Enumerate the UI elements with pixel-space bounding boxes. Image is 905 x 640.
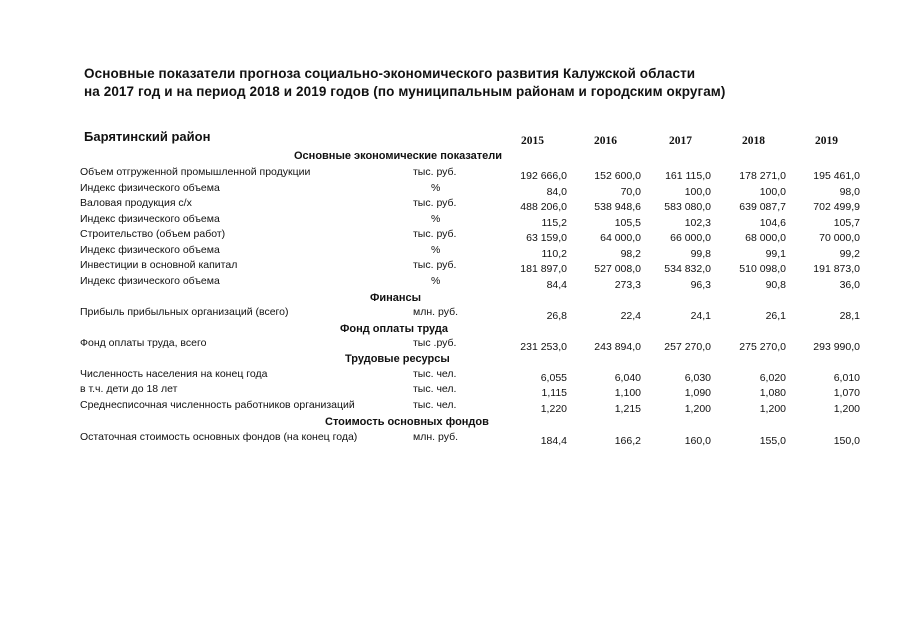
value-cell-2018: 1,200 [759,403,786,415]
value-cell-2017: 6,030 [684,372,711,384]
row-label: Индекс физического объема [80,213,220,225]
value-cell-2015: 26,8 [546,310,567,322]
year-header-2019: 2019 [815,135,838,147]
value-cell-2017: 66 000,0 [670,232,711,244]
value-cell-2015: 488 206,0 [520,201,567,213]
value-cell-2016: 98,2 [620,248,641,260]
value-cell-2016: 1,215 [614,403,641,415]
row-unit: тыс. чел. [413,383,457,395]
value-cell-2017: 583 080,0 [664,201,711,213]
row-unit: тыс. руб. [413,197,457,209]
row-unit: тыс. чел. [413,368,457,380]
value-cell-2015: 84,4 [546,279,567,291]
section-economic: Основные экономические показатели [294,150,503,162]
value-cell-2016: 538 948,6 [594,201,641,213]
value-cell-2016: 22,4 [620,310,641,322]
row-unit: тыс. руб. [413,166,457,178]
value-cell-2018: 68 000,0 [745,232,786,244]
value-cell-2019: 293 990,0 [813,341,860,353]
value-cell-2017: 96,3 [690,279,711,291]
value-cell-2015: 1,220 [540,403,567,415]
document-title-line-1: Основные показатели прогноза социально-экономического развития Калужской области [84,66,696,81]
year-header-2018: 2018 [742,135,765,147]
row-label: Строительство (объем работ) [80,228,226,240]
year-header-2017: 2017 [669,135,692,147]
value-cell-2016: 273,3 [614,279,641,291]
value-cell-2018: 1,080 [759,387,786,399]
value-cell-2015: 181 897,0 [520,263,567,275]
row-unit: % [431,182,441,194]
value-cell-2019: 105,7 [833,217,860,229]
row-unit: тыс. чел. [413,399,457,411]
value-cell-2015: 84,0 [546,186,567,198]
value-cell-2018: 100,0 [759,186,786,198]
year-header-2015: 2015 [521,135,544,147]
value-cell-2018: 178 271,0 [739,170,786,182]
value-cell-2018: 104,6 [759,217,786,229]
value-cell-2018: 155,0 [759,435,786,447]
value-cell-2019: 1,070 [833,387,860,399]
value-cell-2017: 99,8 [690,248,711,260]
district-name: Барятинский район [84,129,211,144]
value-cell-2019: 195 461,0 [813,170,860,182]
row-unit: млн. руб. [413,306,458,318]
section-assets: Стоимость основных фондов [325,416,489,428]
value-cell-2018: 510 098,0 [739,263,786,275]
value-cell-2015: 63 159,0 [526,232,567,244]
value-cell-2016: 105,5 [614,217,641,229]
row-unit: тыс .руб. [413,337,457,349]
row-label: Валовая продукция с/х [80,197,192,209]
value-cell-2015: 6,055 [540,372,567,384]
row-unit: млн. руб. [413,431,458,443]
row-label: Индекс физического объема [80,182,220,194]
value-cell-2018: 6,020 [759,372,786,384]
row-unit: % [431,275,441,287]
row-label: Инвестиции в основной капитал [80,259,238,271]
value-cell-2017: 1,090 [684,387,711,399]
value-cell-2016: 1,100 [614,387,641,399]
row-unit: тыс. руб. [413,228,457,240]
value-cell-2019: 1,200 [833,403,860,415]
row-label: Индекс физического объема [80,275,220,287]
value-cell-2018: 275 270,0 [739,341,786,353]
value-cell-2017: 534 832,0 [664,263,711,275]
value-cell-2019: 150,0 [833,435,860,447]
value-cell-2019: 98,0 [839,186,860,198]
value-cell-2018: 26,1 [765,310,786,322]
row-label: Среднесписочная численность работников организаций [80,399,355,411]
value-cell-2016: 6,040 [614,372,641,384]
value-cell-2016: 64 000,0 [600,232,641,244]
value-cell-2015: 231 253,0 [520,341,567,353]
row-label: Индекс физического объема [80,244,220,256]
value-cell-2019: 99,2 [839,248,860,260]
value-cell-2018: 639 087,7 [739,201,786,213]
value-cell-2016: 166,2 [614,435,641,447]
value-cell-2016: 527 008,0 [594,263,641,275]
row-unit: тыс. руб. [413,259,457,271]
value-cell-2017: 102,3 [684,217,711,229]
section-finance: Финансы [370,292,422,304]
year-header-2016: 2016 [594,135,617,147]
value-cell-2015: 1,115 [541,387,567,399]
value-cell-2017: 161 115,0 [665,170,711,182]
value-cell-2016: 152 600,0 [594,170,641,182]
row-unit: % [431,244,441,256]
value-cell-2016: 243 894,0 [594,341,641,353]
value-cell-2019: 36,0 [839,279,860,291]
value-cell-2018: 99,1 [765,248,786,260]
row-label: Объем отгруженной промышленной продукции [80,166,311,178]
row-label: Остаточная стоимость основных фондов (на конец года) [80,431,358,443]
row-unit: % [431,213,441,225]
row-label: в т.ч. дети до 18 лет [80,383,178,395]
row-label: Фонд оплаты труда, всего [80,337,207,349]
value-cell-2017: 160,0 [684,435,711,447]
value-cell-2017: 257 270,0 [664,341,711,353]
row-label: Численность населения на конец года [80,368,268,380]
value-cell-2015: 110,2 [541,248,567,260]
section-wages: Фонд оплаты труда [340,323,449,335]
value-cell-2017: 100,0 [684,186,711,198]
value-cell-2017: 1,200 [684,403,711,415]
value-cell-2019: 702 499,9 [813,201,860,213]
value-cell-2017: 24,1 [690,310,711,322]
value-cell-2019: 70 000,0 [819,232,860,244]
row-label: Прибыль прибыльных организаций (всего) [80,306,289,318]
value-cell-2015: 115,2 [541,217,567,229]
section-labor: Трудовые ресурсы [345,353,450,365]
value-cell-2015: 184,4 [540,435,567,447]
value-cell-2019: 28,1 [839,310,860,322]
value-cell-2015: 192 666,0 [520,170,567,182]
value-cell-2019: 191 873,0 [813,263,860,275]
value-cell-2019: 6,010 [833,372,860,384]
document-title-line-2: на 2017 год и на период 2018 и 2019 годов (по муниципальным районам и городским округам) [84,84,726,99]
value-cell-2018: 90,8 [765,279,786,291]
value-cell-2016: 70,0 [620,186,641,198]
